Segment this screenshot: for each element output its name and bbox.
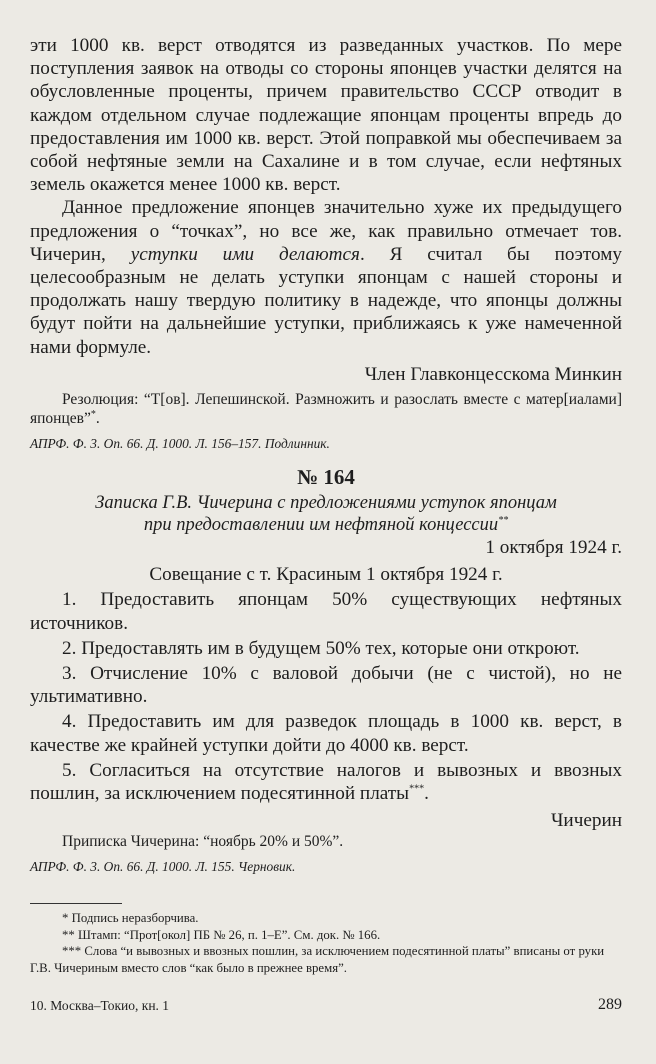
proposal-item-5-text: 5. Согласиться на отсутствие налогов и вывозных и ввозных пошлин, за исключением подесятинной платы xyxy=(30,759,622,805)
paragraph-assessment xyxy=(30,196,622,358)
item5-end: . xyxy=(424,783,429,805)
page-body xyxy=(30,34,622,976)
footnote-1: * Подпись неразборчива. xyxy=(62,911,199,926)
document-date: 1 октября 1924 г. xyxy=(485,537,622,559)
postscript-note: Приписка Чичерина: “ноябрь 20% и 50%”. xyxy=(62,833,344,851)
title-footnote-mark: ** xyxy=(498,514,509,526)
document-title-text: при предоставлении им нефтяной концессии xyxy=(143,515,499,536)
proposal-item-5 xyxy=(30,759,622,805)
page-footer xyxy=(30,996,622,1020)
proposal-item-3: 3. Отчисление 10% с валовой добычи (не с чистой), но не ультимативно. xyxy=(30,663,622,708)
resolution-end: . xyxy=(95,410,100,428)
meeting-heading: Совещание с т. Красиным 1 октября 1924 г. xyxy=(149,564,503,586)
footnote-divider xyxy=(30,903,122,904)
proposal-item-1: 1. Предоставить японцам 50% существующих нефтяных источников. xyxy=(30,589,622,634)
archive-reference-2: АПРФ. Ф. 3. Оп. 66. Д. 1000. Л. 155. Черновик. xyxy=(30,859,296,875)
assessment-text-end: . Я считал бы поэтому целесообразным не делать уступки японцам с нашей стороны и продолжать нашу твердую политику в надежде, что японцы должны будут пойти на дальнейшие уступки, приближаясь к уже намеченной нами формуле. xyxy=(30,243,622,358)
assessment-italic-phrase: уступки ими делаются xyxy=(130,243,360,265)
document-title-line-1: Записка Г.В. Чичерина с предложениями уступок японцам xyxy=(95,493,557,514)
archive-reference-1: АПРФ. Ф. 3. Оп. 66. Д. 1000. Л. 156–157. Подлинник. xyxy=(30,436,330,452)
page-number: 289 xyxy=(598,996,622,1013)
resolution-note xyxy=(30,390,622,428)
proposal-item-4: 4. Предоставить им для разведок площадь в 1000 кв. верст, в качестве же крайней уступки дойти до 4000 кв. верст. xyxy=(30,711,622,756)
footnote-3: *** Слова “и вывозных и ввозных пошлин, за исключением подесятинной платы” вписаны от руки Г.В. Чичериным вместо слов “как было в прежнее время”. xyxy=(30,944,605,975)
signature-chicherin: Чичерин xyxy=(550,810,622,832)
resolution-footnote-mark: * xyxy=(90,408,96,420)
document-title-line-2 xyxy=(30,514,622,536)
signature-minkin: Член Главконцесскома Минкин xyxy=(364,363,622,385)
item5-footnote-mark: *** xyxy=(409,783,425,795)
resolution-text: Резолюция: “Т[ов]. Лепешинской. Размножить и разослать вместе с матер[иалами] японцев” xyxy=(30,391,622,428)
document-number: № 164 xyxy=(297,465,355,490)
paragraph-continuation: эти 1000 кв. верст отводятся из разведанных участков. По мере поступления заявок на отводы со стороны японцев участки делятся на обусловленные проценты, причем правительство СССР отводит в каждом отдельном случае подлежащие японцам проценты впредь до предоставления им 1000 кв. верст. Этой поправкой мы обеспечиваем за собой нефтяные земли на Сахалине и в том случае, если нефтяных земель окажется менее 1000 кв. верст. xyxy=(30,35,622,196)
assessment-text-start: Данное предложение японцев значительно хуже их предыдущего предложения о “точках”, но все же, как правильно отмечает тов. Чичерин, xyxy=(30,197,622,265)
footnote-2: ** Штамп: “Прот[окол] ПБ № 26, п. 1–Е”. См. док. № 166. xyxy=(62,927,381,942)
proposal-item-2: 2. Предоставлять им в будущем 50% тех, которые они откроют. xyxy=(62,637,580,659)
footer-signature-mark: 10. Москва–Токио, кн. 1 xyxy=(30,998,170,1013)
